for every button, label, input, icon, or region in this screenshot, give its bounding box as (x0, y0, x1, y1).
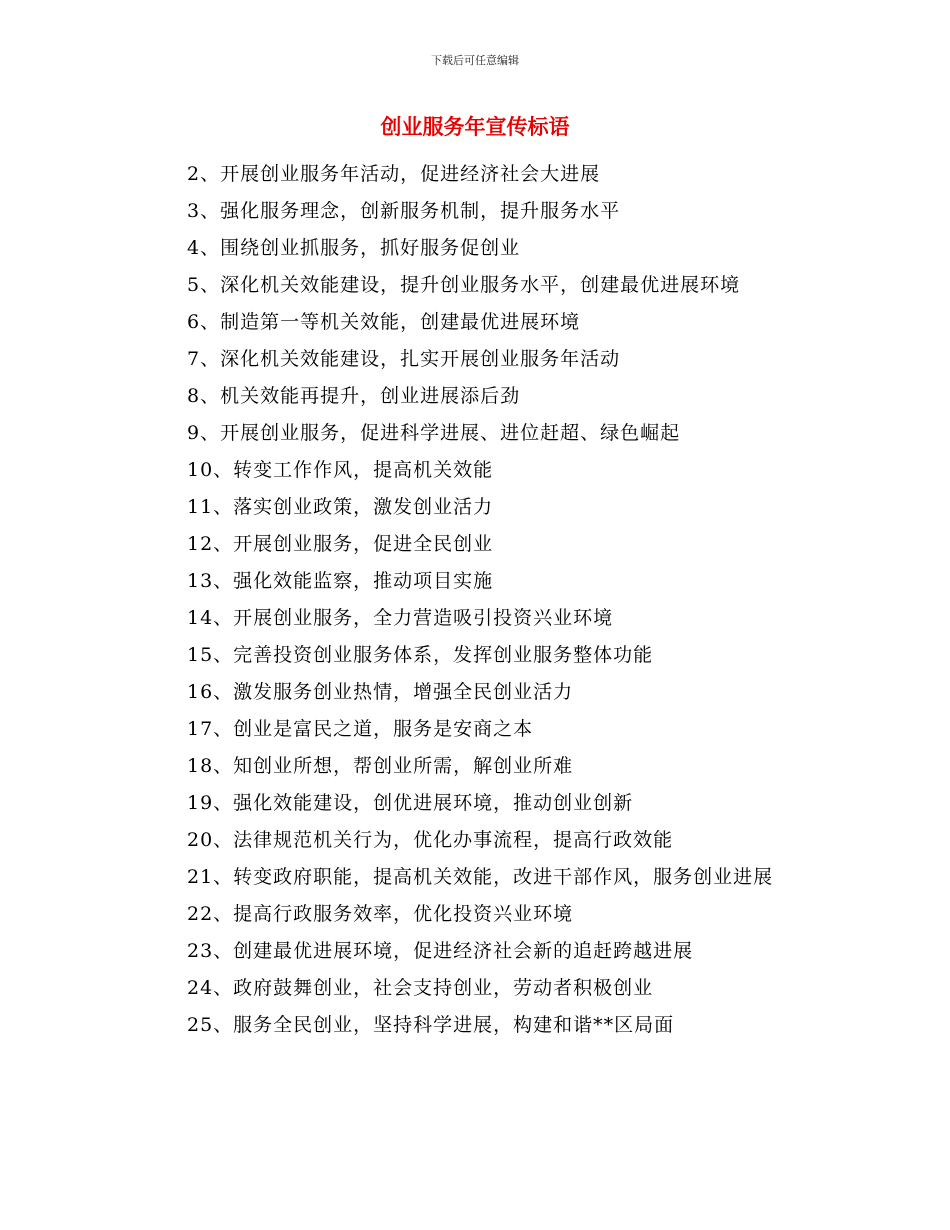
slogan-item: 21、转变政府职能，提高机关效能，改进干部作风，服务创业进展 (187, 866, 774, 888)
slogan-item: 5、深化机关效能建设，提升创业服务水平，创建最优进展环境 (187, 274, 741, 296)
slogan-item: 7、深化机关效能建设，扎实开展创业服务年活动 (187, 348, 621, 370)
slogan-item: 8、机关效能再提升，创业进展添后劲 (187, 385, 521, 407)
slogan-item: 25、服务全民创业，坚持科学进展，构建和谐**区局面 (187, 1014, 675, 1036)
page-header-note: 下载后可任意编辑 (431, 54, 519, 67)
slogan-item: 22、提高行政服务效率，优化投资兴业环境 (187, 903, 574, 925)
slogan-item: 17、创业是富民之道，服务是安商之本 (187, 718, 534, 740)
slogan-item: 16、激发服务创业热情，增强全民创业活力 (187, 681, 574, 703)
slogan-item: 6、制造第一等机关效能，创建最优进展环境 (187, 311, 581, 333)
slogan-item: 13、强化效能监察，推动项目实施 (187, 570, 494, 592)
slogan-item: 20、法律规范机关行为，优化办事流程，提高行政效能 (187, 829, 674, 851)
slogan-item: 3、强化服务理念，创新服务机制，提升服务水平 (187, 200, 621, 222)
slogan-item: 10、转变工作作风，提高机关效能 (187, 459, 494, 481)
slogan-item: 12、开展创业服务，促进全民创业 (187, 533, 494, 555)
slogan-item: 19、强化效能建设，创优进展环境，推动创业创新 (187, 792, 634, 814)
slogan-item: 9、开展创业服务，促进科学进展、进位赶超、绿色崛起 (187, 422, 681, 444)
slogan-item: 4、围绕创业抓服务，抓好服务促创业 (187, 237, 521, 259)
slogan-item: 18、知创业所想，帮创业所需，解创业所难 (187, 755, 574, 777)
document-title: 创业服务年宣传标语 (380, 115, 570, 139)
slogan-item: 15、完善投资创业服务体系，发挥创业服务整体功能 (187, 644, 654, 666)
slogan-item: 23、创建最优进展环境，促进经济社会新的追赶跨越进展 (187, 940, 694, 962)
slogan-item: 11、落实创业政策，激发创业活力 (187, 496, 494, 518)
slogan-item: 24、政府鼓舞创业，社会支持创业，劳动者积极创业 (187, 977, 654, 999)
slogan-item: 2、开展创业服务年活动，促进经济社会大进展 (187, 163, 601, 185)
slogan-item: 14、开展创业服务，全力营造吸引投资兴业环境 (187, 607, 614, 629)
slogan-list (142, 156, 810, 1044)
